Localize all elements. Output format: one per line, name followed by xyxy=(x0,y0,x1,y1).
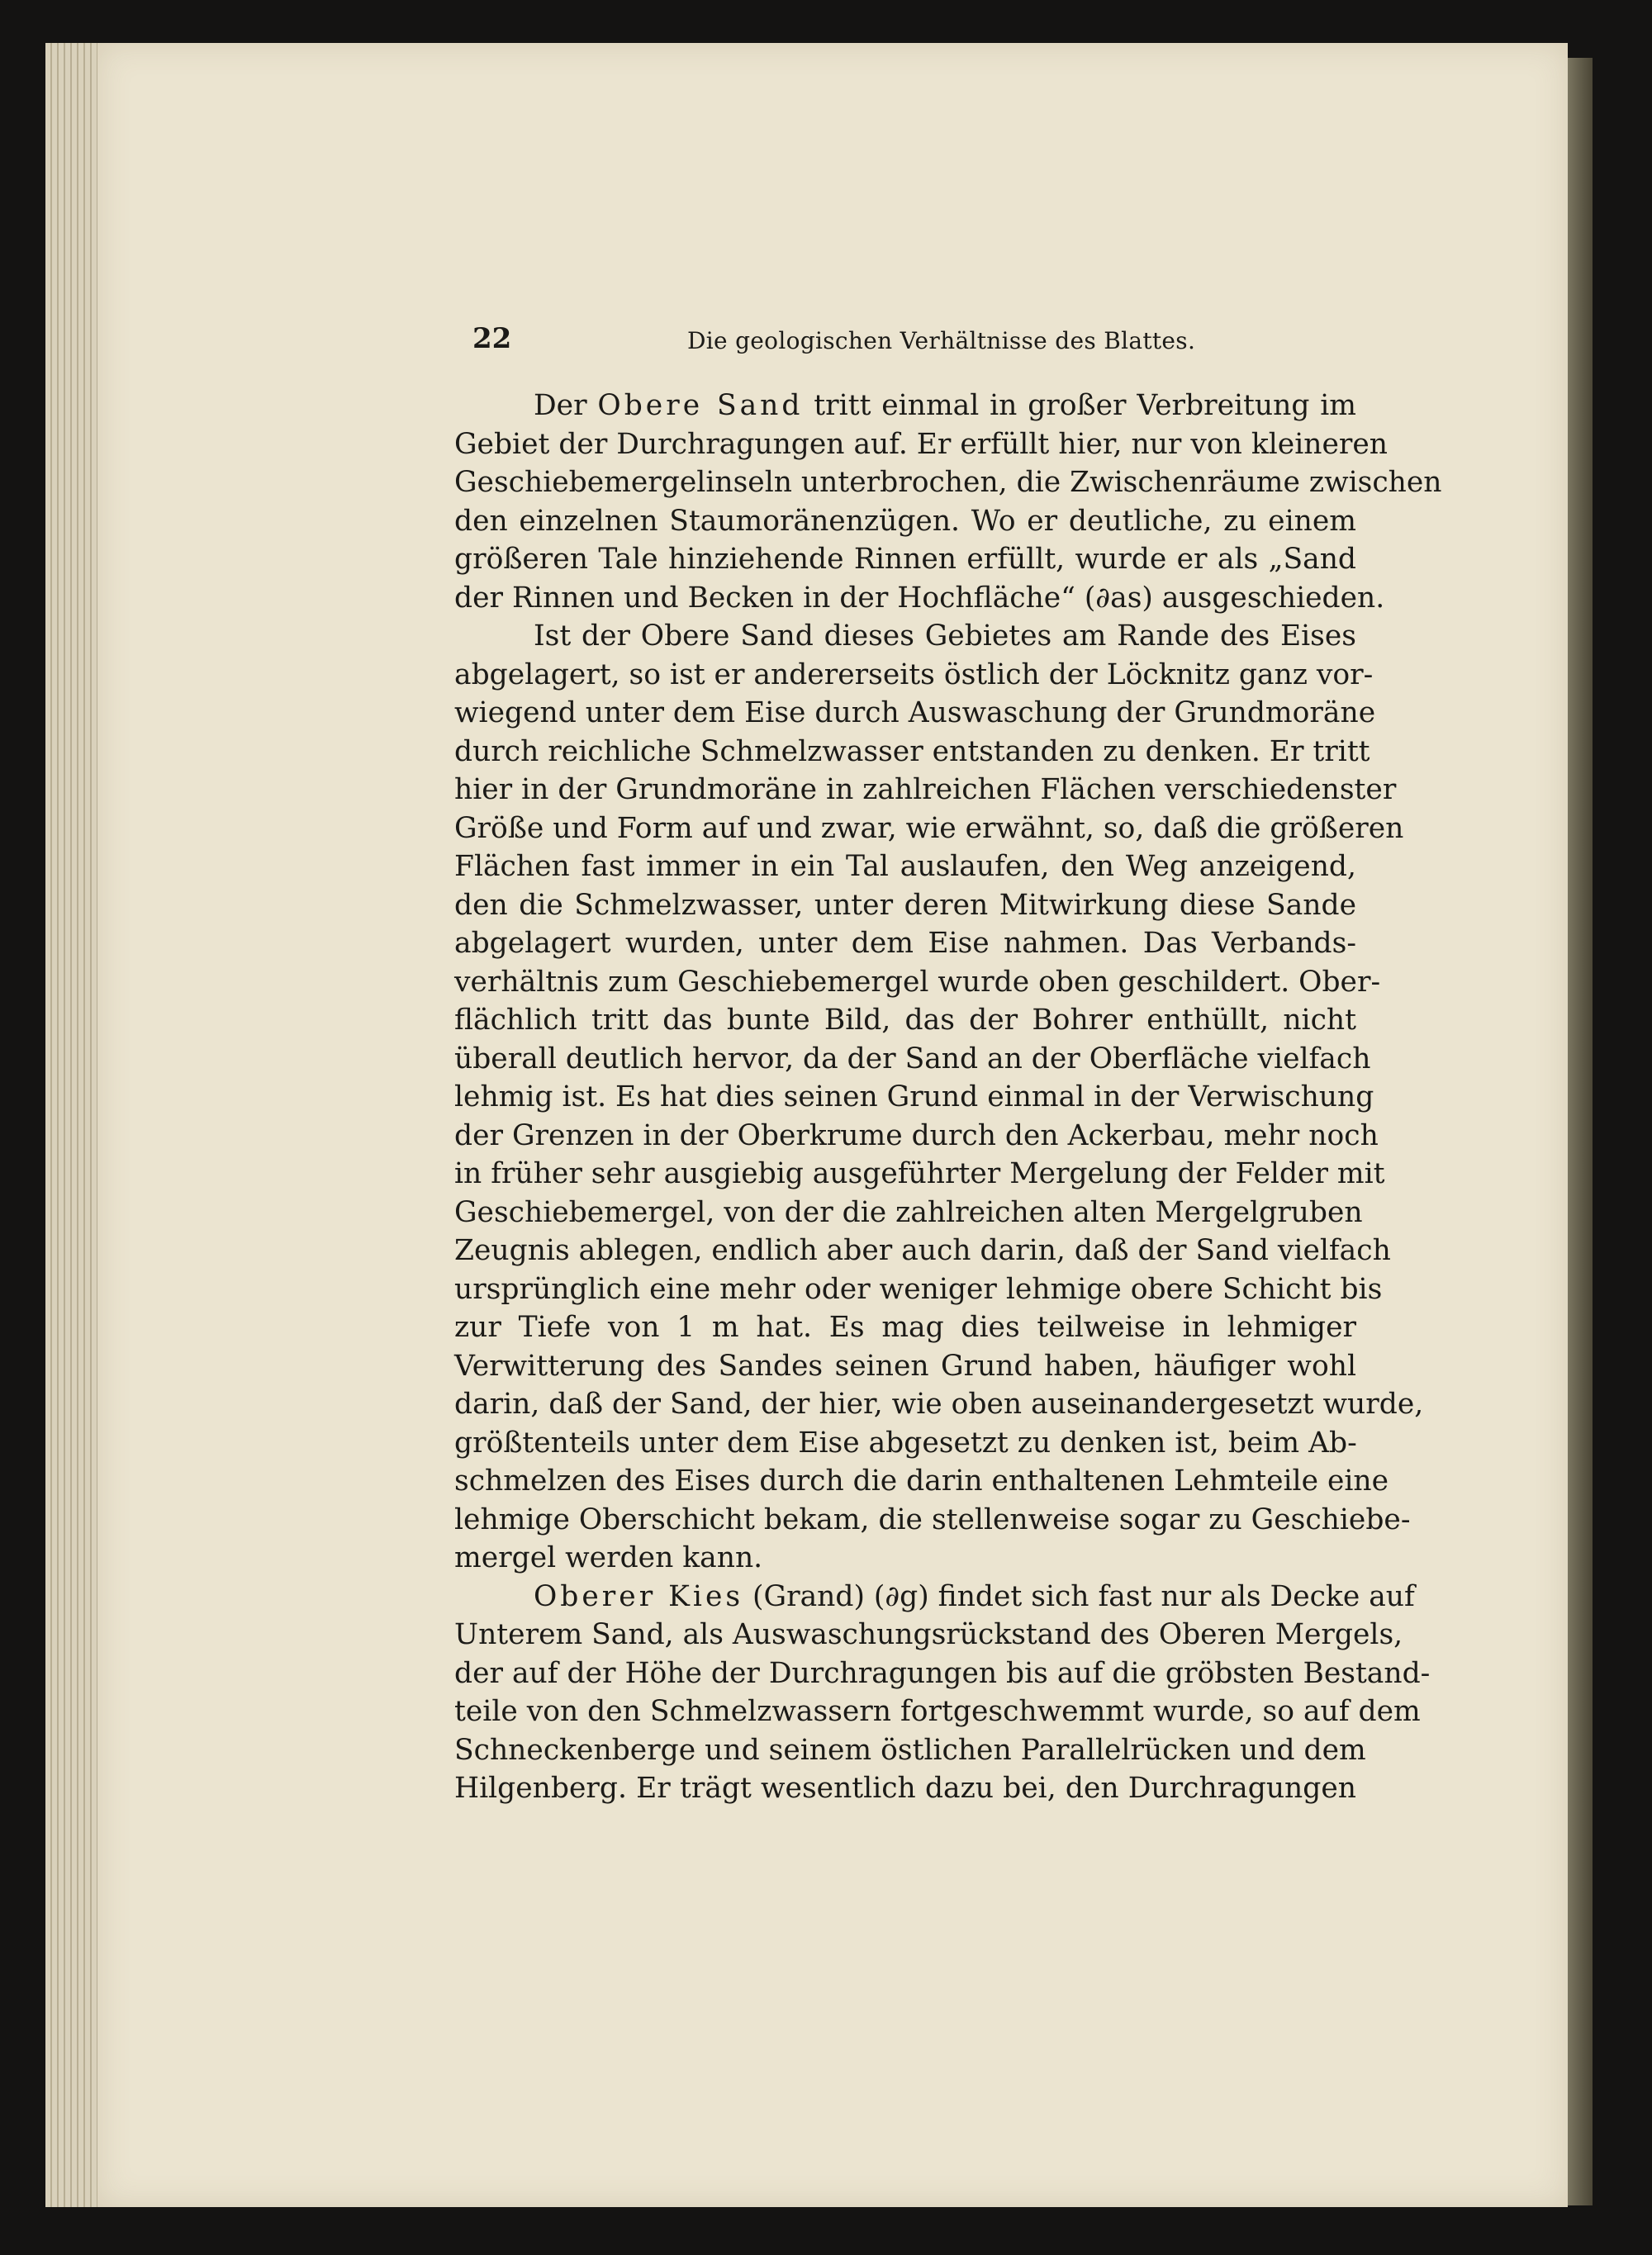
text-line: den einzelnen Staumoränenzügen. Wo er deutliche, zu einem xyxy=(454,504,1356,538)
text-line: flächlich tritt das bunte Bild, das der Bohrer enthüllt, nicht xyxy=(454,1004,1356,1037)
text-line: ursprünglich eine mehr oder weniger lehmige obere Schicht bis xyxy=(454,1272,1383,1306)
spaced-term: Obere Sand xyxy=(597,389,804,422)
text-line: mergel werden kann. xyxy=(454,1541,763,1574)
text-line: in früher sehr ausgiebig ausgeführter Mergelung der Felder mit xyxy=(454,1157,1385,1190)
binding-spine xyxy=(1568,58,1593,2205)
text-line: Unterem Sand, als Auswaschungsrückstand des Oberen Mergels, xyxy=(454,1618,1403,1651)
text-line: wiegend unter dem Eise durch Auswaschung der Grundmoräne xyxy=(454,696,1376,729)
text-line xyxy=(454,387,1356,425)
text-fragment: (Grand) (∂g) findet sich fast nur als Decke auf xyxy=(743,1579,1415,1613)
text-line: Geschiebemergel, von der die zahlreichen alten Mergelgruben xyxy=(454,1195,1363,1229)
text-line: der auf der Höhe der Durchragungen bis auf die gröbsten Bestand- xyxy=(454,1656,1431,1690)
text-line: Verwitterung des Sandes seinen Grund haben, häufiger wohl xyxy=(454,1349,1356,1383)
text-line: Schneckenberge und seinem östlichen Parallelrücken und dem xyxy=(454,1733,1366,1767)
text-line: hier in der Grundmoräne in zahlreichen Flächen verschiedenster xyxy=(454,773,1397,806)
text-line: Flächen fast immer in ein Tal auslaufen, den Weg anzeigend, xyxy=(454,850,1356,883)
text-line: abgelagert, so ist er andererseits östlich der Löcknitz ganz vor- xyxy=(454,658,1374,691)
text-line: Ist der Obere Sand dieses Gebietes am Rande des Eises xyxy=(534,620,1356,653)
text-line: abgelagert wurden, unter dem Eise nahmen. Das Verbands- xyxy=(454,927,1356,960)
text-line: der Grenzen in der Oberkrume durch den Ackerbau, mehr noch xyxy=(454,1118,1379,1152)
text-line: lehmig ist. Es hat dies seinen Grund einmal in der Verwischung xyxy=(454,1080,1374,1113)
text-line: größeren Tale hinziehende Rinnen erfüllt, wurde er als „Sand xyxy=(454,543,1356,576)
text-line: teile von den Schmelzwassern fortgeschwemmt wurde, so auf dem xyxy=(454,1695,1421,1728)
spaced-term: Oberer Kies xyxy=(534,1579,744,1613)
text-line: lehmige Oberschicht bekam, die stellenweise sogar zu Geschiebe- xyxy=(454,1503,1411,1536)
text-fragment: tritt einmal in großer Verbreitung im xyxy=(803,389,1356,422)
text-line: Zeugnis ablegen, endlich aber auch darin, daß der Sand vielfach xyxy=(454,1234,1391,1267)
text-fragment: Der xyxy=(534,389,598,422)
text-line: Größe und Form auf und zwar, wie erwähnt, so, daß die größeren xyxy=(454,811,1404,845)
text-line: schmelzen des Eises durch die darin enthaltenen Lehmteile eine xyxy=(454,1465,1389,1498)
text-line: größtenteils unter dem Eise abgesetzt zu denken ist, beim Ab- xyxy=(454,1426,1357,1460)
body-text xyxy=(454,387,1442,1808)
text-line: durch reichliche Schmelzwasser entstanden zu denken. Er tritt xyxy=(454,734,1370,768)
text-line: der Rinnen und Becken in der Hochfläche“ (∂as) ausgeschieden. xyxy=(454,581,1385,615)
text-line: überall deutlich hervor, da der Sand an der Oberfläche vielfach xyxy=(454,1042,1371,1075)
text-line: darin, daß der Sand, der hier, wie oben auseinandergesetzt wurde, xyxy=(454,1388,1424,1421)
page-number: 22 xyxy=(472,322,512,355)
text-line: verhältnis zum Geschiebemergel wurde oben geschildert. Ober- xyxy=(454,965,1381,999)
text-line: Gebiet der Durchragungen auf. Er erfüllt hier, nur von kleineren xyxy=(454,427,1388,461)
page-header xyxy=(373,322,1348,363)
running-title: Die geologischen Verhältnisse des Blattes. xyxy=(687,327,1196,354)
text-line: den die Schmelzwasser, unter deren Mitwirkung diese Sande xyxy=(454,888,1356,922)
text-line: Hilgenberg. Er trägt wesentlich dazu bei, den Durchragungen xyxy=(454,1772,1356,1805)
text-line: zur Tiefe von 1 m hat. Es mag dies teilweise in lehmiger xyxy=(454,1311,1356,1344)
text-line xyxy=(454,1578,1415,1616)
text-line: Geschiebemergelinseln unterbrochen, die Zwischenräume zwischen xyxy=(454,466,1442,499)
